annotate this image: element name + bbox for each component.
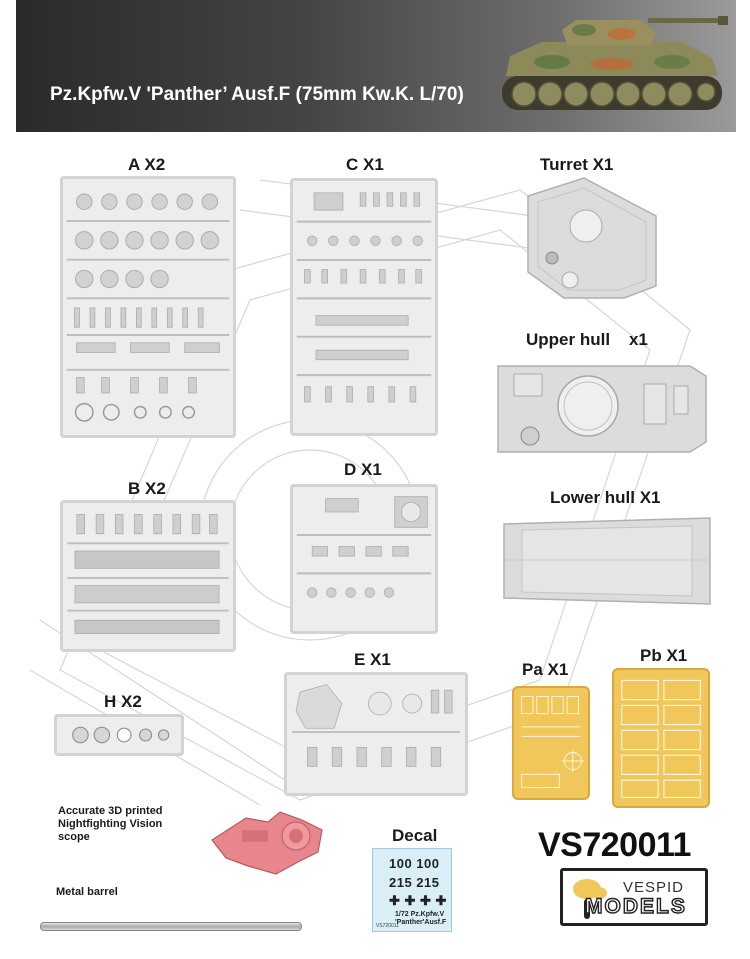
vespid-logo — [560, 868, 708, 926]
upper-hull-part — [494, 356, 710, 456]
sprue-h — [54, 714, 184, 756]
sprue-h-label: H X2 — [104, 692, 142, 711]
decal-row-3: ✚ ✚ ✚ ✚ — [389, 893, 447, 908]
sprue-d-label: D X1 — [344, 460, 382, 479]
sprue-c — [290, 178, 438, 436]
turret-part — [524, 176, 662, 302]
turret-label: Turret X1 — [540, 155, 614, 174]
scope-caption: Accurate 3D printed Nightfighting Vision scope — [58, 805, 163, 843]
sprue-d — [290, 484, 438, 634]
banner-title: Pz.Kpfw.V 'Panther’ Ausf.F (75mm Kw.K. L/70) — [50, 84, 464, 105]
upper-hull-label: Upper hull x1 — [526, 330, 648, 349]
barrel-caption: Metal barrel — [56, 886, 118, 898]
metal-barrel-image — [40, 922, 302, 931]
sprue-b — [60, 500, 236, 652]
decal-caption: 1/72 Pz.Kpfw.V 'Panther'Ausf.F — [395, 911, 447, 926]
logo-vespid-text: VESPID — [623, 879, 685, 896]
header-banner — [16, 0, 736, 132]
sprue-b-label: B X2 — [128, 479, 166, 498]
decal-code: VS720011 — [376, 923, 399, 929]
decal-row-2: 215 215 — [389, 875, 440, 890]
lower-hull-label: Lower hull X1 — [550, 488, 661, 507]
photo-etch-pb — [612, 668, 710, 808]
sprue-pb-label: Pb X1 — [640, 646, 688, 665]
sprue-a — [60, 176, 236, 438]
night-vision-scope-image — [206, 800, 328, 878]
sprue-c-label: C X1 — [346, 155, 384, 174]
sprue-pa-label: Pa X1 — [522, 660, 569, 679]
decal-label: Decal — [392, 826, 438, 845]
photo-etch-pa — [512, 686, 590, 800]
decal-row-1: 100 100 — [389, 856, 440, 871]
sprue-a-label: A X2 — [128, 155, 166, 174]
lower-hull-part — [502, 516, 712, 606]
panther-tank-image — [472, 6, 732, 124]
logo-models-text: MODELS — [585, 895, 687, 918]
sprue-e-label: E X1 — [354, 650, 391, 669]
sprue-e — [284, 672, 468, 796]
product-code: VS720011 — [538, 826, 691, 864]
decal-sheet — [372, 848, 452, 932]
